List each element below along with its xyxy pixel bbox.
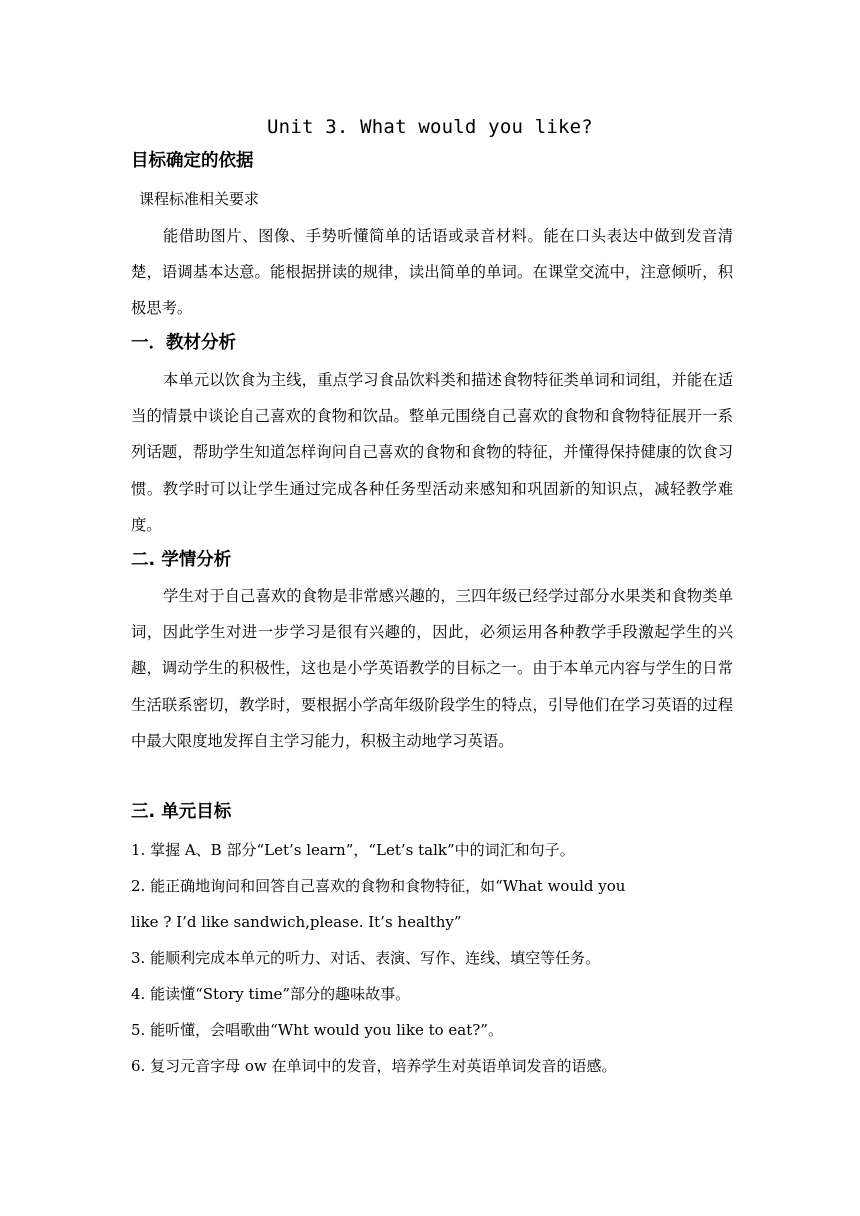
section1-paragraph: 本单元以饮食为主线，重点学习食品饮料类和描述食物特征类单词和词组，并能在适当的情景中谈论自己喜欢的食物和饮品。整单元围绕自己喜欢的食物和食物特征展开一系列话题，帮助学生知道怎样询问自己喜欢的食物和食物的特征，并懂得保持健康的饮食习惯。教学时可以让学生通过完成各种任务型活动来感知和巩固新的知识点，减轻教学难度。: [131, 371, 733, 534]
section2-paragraph: 学生对于自己喜欢的食物是非常感兴趣的，三四年级已经学过部分水果类和食物类单词，因此学生对进一步学习是很有兴趣的，因此，必须运用各种教学手段激起学生的兴趣，调动学生的积极性，这也是小学英语教学的目标之一。由于本单元内容与学生的日常生活联系密切，教学时，要根据小学高年级阶段学生的特点，引导他们在学习英语的过程中最大限度地发挥自主学习能力，积极主动地学习英语。: [131, 587, 733, 750]
goal-item-2: 2. 能正确地询问和回答自己喜欢的食物和食物特征，如“What would you: [131, 877, 626, 895]
section1-heading: 一．教材分析: [131, 333, 236, 353]
document-title: Unit 3. What would you like?: [267, 116, 593, 138]
goal-item-4: 4. 能读懂“Story time”部分的趣味故事。: [131, 985, 411, 1003]
goal-item-5: 5. 能听懂，会唱歌曲“Wht would you like to eat?”。: [131, 1021, 503, 1039]
goal-item-1: 1. 掌握 A、B 部分“Let’s learn”，“Let’s talk”中的词汇和句子。: [131, 841, 575, 859]
goal-item-2-continued: like ? I’d like sandwich,please. It’s healthy”: [131, 913, 462, 931]
section3-heading: 三. 单元目标: [131, 802, 232, 822]
section2-heading: 二. 学情分析: [131, 550, 232, 570]
basis-subheading: 课程标准相关要求: [139, 190, 260, 208]
basis-heading: 目标确定的依据: [131, 151, 254, 171]
goal-item-3: 3. 能顺利完成本单元的听力、对话、表演、写作、连线、填空等任务。: [131, 949, 601, 967]
goal-item-6: 6. 复习元音字母 ow 在单词中的发音，培养学生对英语单词发音的语感。: [131, 1057, 617, 1075]
basis-paragraph: 能借助图片、图像、手势听懂简单的话语或录音材料。能在口头表达中做到发音清楚，语调基本达意。能根据拼读的规律，读出简单的单词。在课堂交流中，注意倾听，积极思考。: [131, 227, 733, 318]
